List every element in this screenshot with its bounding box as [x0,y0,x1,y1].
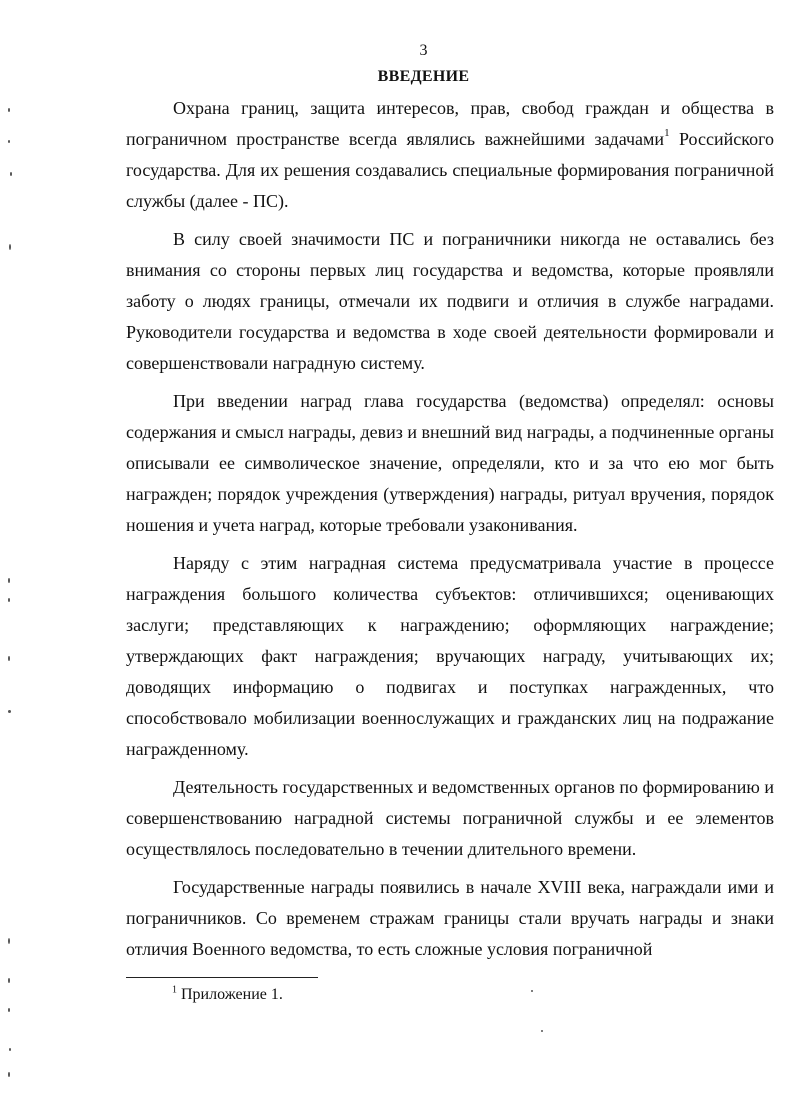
paragraph-6: Государственные награды появились в начале XVIII века, награждали ими и пограничников. Со временем стражам границы стали вручать награды и знаки отличия Военного ведомства, то есть сложные условия пограничной [126,877,774,959]
paragraph-5: Деятельность государственных и ведомственных органов по формированию и совершенствованию наградной системы пограничной службы и ее элементов осуществлялось последовательно в течении длительного времени. [126,777,774,859]
paragraph-4: Наряду с этим наградная система предусматривала участие в процессе награждения большого количества субъектов: отличившихся; оценивающих заслуги; представляющих к награждению; оформляющих награждение; утверждающих факт награждения; вручающих награду, учитывающих их; доводящих информацию о подвигах и поступках награжденных, что способствовало мобилизации военнослужащих и гражданских лиц на подражание награжденному. [126,553,774,759]
scan-speck [10,172,12,176]
scan-speck [531,990,533,992]
scan-speck [8,108,10,112]
scan-speck [8,978,10,983]
paragraph-2: В силу своей значимости ПС и пограничники никогда не оставались без внимания со стороны первых лиц государства и ведомства, которые проявляли заботу о людях границы, отмечали их подвиги и отличия в службе наградами. Руководители государства и ведомства в ходе своей деятельности формировали и совершенствовали наградную систему. [126,229,774,373]
scan-speck [8,578,10,583]
scan-speck [9,1048,11,1051]
paragraph-1-text-end: Российского государства. Для их решения создавались специальные формирования пограничной службы (далее - ПС). [126,129,774,211]
footnote-reference: 1 [664,127,670,139]
section-heading: ВВЕДЕНИЕ [377,68,470,85]
footnote-marker: 1 [172,984,177,996]
paragraph-3: При введении наград глава государства (ведомства) определял: основы содержания и смысл награды, девиз и внешний вид награды, а подчиненные органы описывали ее символическое значение, определяли, кто и за что ею мог быть награжден; порядок учреждения (утверждения) награды, ритуал вручения, порядок ношения и учета наград, которые требовали узаконивания. [126,391,774,535]
paragraph-1-text-start: Охрана границ, защита интересов, прав, свобод граждан и общества в пограничном пространстве всегда являлись важнейшими задачами [126,98,774,149]
scan-speck [8,656,10,661]
footnote [172,985,283,1005]
scan-speck [8,1072,10,1077]
footnote-separator [126,977,318,978]
body-text [126,93,774,965]
paragraph-1 [126,93,774,217]
scan-speck [8,710,11,713]
scan-speck [541,1030,543,1032]
page-number: 3 [419,42,428,59]
scan-speck [8,938,10,944]
footnote-text: Приложение 1. [177,986,283,1003]
scan-speck [8,598,10,602]
scan-speck [9,244,11,250]
scan-speck [8,1008,10,1012]
scan-speck [8,140,10,143]
